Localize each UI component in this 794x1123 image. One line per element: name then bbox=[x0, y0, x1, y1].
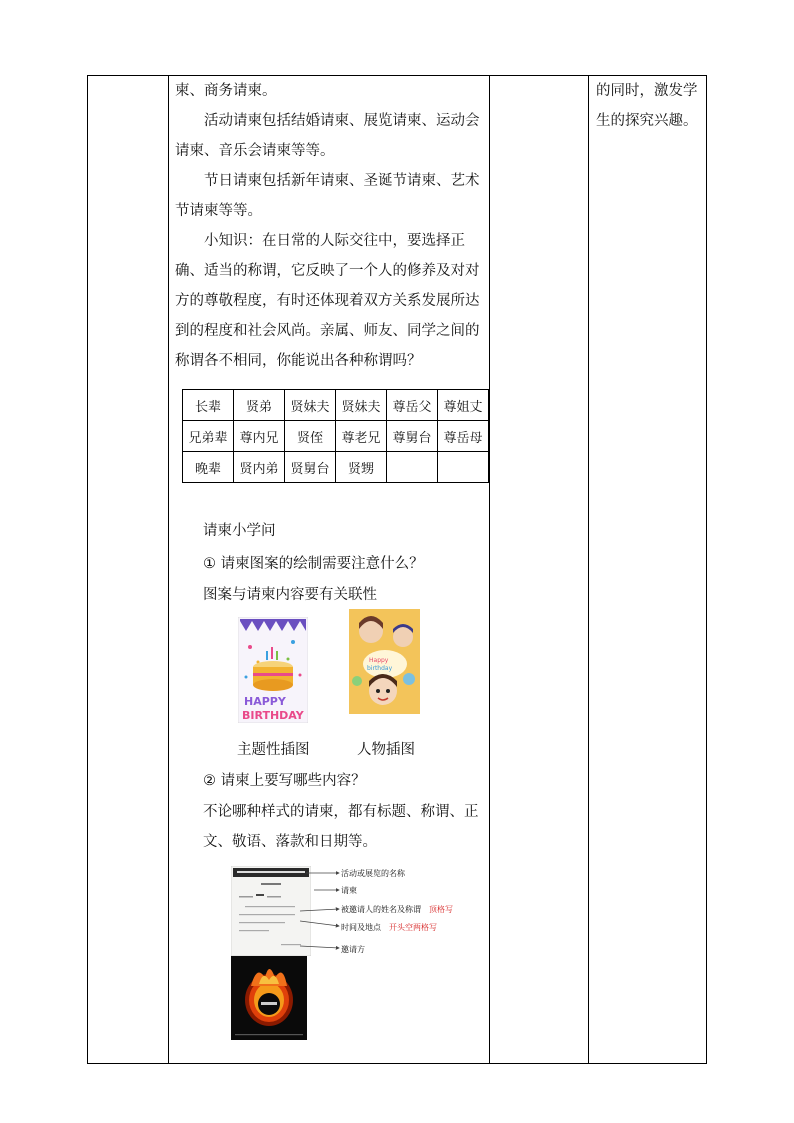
table-cell: 贤弟 bbox=[234, 390, 285, 421]
note-indent: 开头空两格写 bbox=[389, 923, 437, 932]
label-event-name: 活动或展览的名称 bbox=[341, 869, 405, 878]
character-illustration bbox=[349, 609, 420, 714]
label-invitation: 请柬 bbox=[341, 886, 357, 895]
column-divider bbox=[489, 75, 490, 1064]
svg-text:Happy: Happy bbox=[369, 657, 389, 664]
label-time-place bbox=[341, 922, 437, 933]
label-time-place-text: 时间及地点 bbox=[341, 923, 381, 932]
table-cell: 尊内兄 bbox=[234, 421, 285, 452]
table-row bbox=[183, 421, 489, 452]
table-cell: 贤甥 bbox=[336, 452, 387, 483]
caption-character-illustration: 人物插图 bbox=[357, 742, 415, 758]
answer-2: 不论哪种样式的请柬，都有标题、称谓、正文、敬语、落款和日期等。 bbox=[203, 804, 479, 850]
section-heading: 请柬小学问 bbox=[203, 523, 276, 539]
invitation-letter-sample bbox=[231, 866, 311, 956]
titles-table bbox=[182, 389, 489, 483]
svg-text:HAPPY: HAPPY bbox=[244, 695, 286, 708]
svg-text:BIRTHDAY: BIRTHDAY bbox=[242, 709, 304, 722]
label-invitee-name-text: 被邀请人的姓名及称谓 bbox=[341, 905, 421, 914]
question-2: ② 请柬上要写哪些内容？ bbox=[203, 773, 366, 789]
table-cell: 尊岳母 bbox=[438, 421, 489, 452]
table-cell: 贤妹夫 bbox=[336, 390, 387, 421]
table-cell: 尊舅台 bbox=[387, 421, 438, 452]
paragraph-activity: 活动请柬包括结婚请柬、展览请柬、运动会请柬、音乐会请柬等等。 bbox=[175, 113, 480, 159]
svg-text:birthday: birthday bbox=[367, 665, 393, 672]
question-1: ① 请柬图案的绘制需要注意什么？ bbox=[203, 556, 424, 572]
table-cell: 长辈 bbox=[183, 390, 234, 421]
annotation-arrows bbox=[300, 866, 345, 956]
table-cell: 尊岳父 bbox=[387, 390, 438, 421]
column-divider bbox=[168, 75, 169, 1064]
birthday-cake-illustration bbox=[238, 617, 308, 723]
paragraph-continuation: 柬、商务请柬。 bbox=[175, 83, 277, 99]
table-cell: 贤侄 bbox=[285, 421, 336, 452]
caption-theme-illustration: 主题性插图 bbox=[237, 742, 310, 758]
answer-1: 图案与请柬内容要有关联性 bbox=[203, 587, 377, 603]
table-cell: 贤舅台 bbox=[285, 452, 336, 483]
note-top-aligned: 顶格写 bbox=[429, 905, 453, 914]
fire-ring-poster bbox=[231, 956, 307, 1040]
table-row bbox=[183, 390, 489, 421]
paragraph-festival: 节日请柬包括新年请柬、圣诞节请柬、艺术节请柬等等。 bbox=[175, 173, 480, 219]
table-cell: 贤妹夫 bbox=[285, 390, 336, 421]
table-cell: 尊老兄 bbox=[336, 421, 387, 452]
label-invitee-name bbox=[341, 904, 453, 915]
main-content bbox=[175, 76, 485, 376]
label-inviter: 邀请方 bbox=[341, 945, 365, 954]
table-cell bbox=[438, 452, 489, 483]
table-cell: 兄弟辈 bbox=[183, 421, 234, 452]
table-cell: 晚辈 bbox=[183, 452, 234, 483]
column-divider bbox=[588, 75, 589, 1064]
table-cell: 尊姐丈 bbox=[438, 390, 489, 421]
paragraph-knowledge: 小知识：在日常的人际交往中，要选择正确、适当的称谓，它反映了一个人的修养及对对方的尊敬程度，有时还体现着双方关系发展所达到的程度和社会风尚。亲属、师友、同学之间的称谓各不相同，你能说出各种称谓吗？ bbox=[175, 233, 480, 369]
table-cell bbox=[387, 452, 438, 483]
table-row bbox=[183, 452, 489, 483]
table-cell: 贤内弟 bbox=[234, 452, 285, 483]
right-column-text: 的同时，激发学生的探究兴趣。 bbox=[596, 83, 698, 129]
